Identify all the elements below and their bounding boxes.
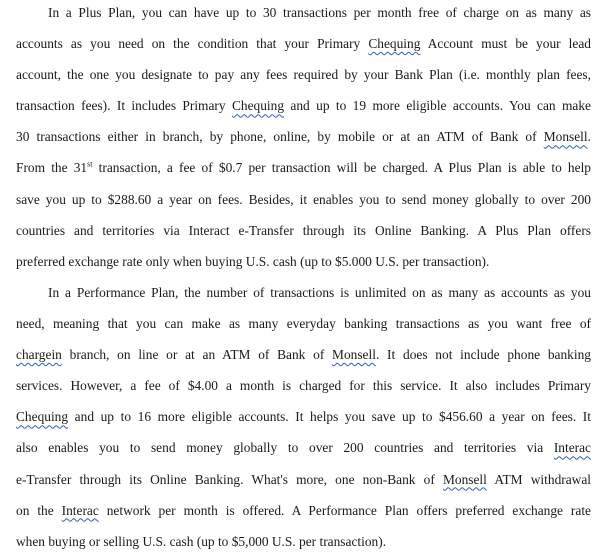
text-line (16, 401, 591, 432)
text-segment: and up to 16 more eligible accounts. It helps you save up to $456.60 a year on fees. It (68, 409, 591, 425)
text-line (16, 121, 591, 152)
spellcheck-word: Chequing (16, 409, 69, 425)
text-line (16, 152, 591, 183)
spellcheck-word: Chequing (231, 98, 285, 114)
text-segment: ATM withdrawal (486, 471, 591, 487)
text-segment: accounts as you need on the condition that your Primary (16, 36, 369, 52)
text-segment: branch, on line or at an ATM of Bank of (61, 347, 333, 363)
spellcheck-word: Interac (553, 440, 591, 456)
text-line: preferred exchange rate only when buying U.S. cash (up to $5.000 U.S. per transaction). (16, 253, 490, 269)
text-segment: e-Transfer through its Online Banking. What's more, one non-Bank of (16, 471, 443, 487)
spellcheck-word: Monsell (442, 471, 487, 487)
text-line (16, 432, 591, 463)
ordinal-superscript: st (87, 160, 93, 169)
text-segment: . (587, 129, 591, 145)
spellcheck-word: Interac (61, 502, 99, 518)
text-segment: on the (16, 502, 62, 518)
text-segment: also enables you to send money globally to over 200 countries and territories via (16, 440, 554, 456)
text-segment: From the 31 (16, 160, 88, 176)
text-line: need, meaning that you can make as many everyday banking transactions as you want free of (16, 316, 591, 332)
text-line: when buying or selling U.S. cash (up to $5,000 U.S. per transaction). (16, 533, 387, 549)
text-line (16, 464, 591, 495)
spellcheck-word: Chequing (368, 36, 421, 52)
spellcheck-word: Monsell (332, 347, 376, 363)
text-line: services. However, a fee of $4.00 a month is charged for this service. It also includes Primary (16, 378, 591, 394)
text-line (16, 339, 591, 370)
text-segment: Account must be your lead (420, 36, 591, 52)
text-line: In a Plus Plan, you can have up to 30 transactions per month free of charge on as many as (48, 5, 591, 20)
text-line (16, 90, 591, 121)
text-line: In a Performance Plan, the number of transactions is unlimited on as many as accounts as you (48, 285, 591, 300)
text-line (16, 495, 591, 526)
text-segment: network per month is offered. A Performance Plan offers preferred exchange rate (98, 502, 591, 518)
text-line (16, 28, 591, 59)
spellcheck-word: Monsell (543, 129, 588, 145)
text-line: save you up to $288.60 a year on fees. Besides, it enables you to send money globally to over 200 (16, 191, 591, 207)
text-segment: transaction fees). It includes Primary (16, 98, 232, 114)
text-segment: and up to 19 more eligible accounts. You can make (284, 98, 592, 114)
text-line: countries and territories via Interact e-Transfer through its Online Banking. A Plus Plan offers (16, 222, 591, 238)
paragraph-performance-plan (16, 277, 591, 557)
paragraph-plus-plan (16, 0, 591, 277)
text-segment: 30 transactions either in branch, by phone, online, by mobile or at an ATM of Bank of (16, 129, 544, 145)
spellcheck-word: chargein (16, 347, 62, 363)
text-line: account, the one you designate to pay any fees required by your Bank Plan (i.e. monthly plan fees, (16, 67, 591, 83)
text-segment: transaction, a fee of $0.7 per transaction will be charged. A Plus Plan is able to help (92, 160, 591, 176)
text-segment: . It does not include phone banking (375, 347, 591, 363)
